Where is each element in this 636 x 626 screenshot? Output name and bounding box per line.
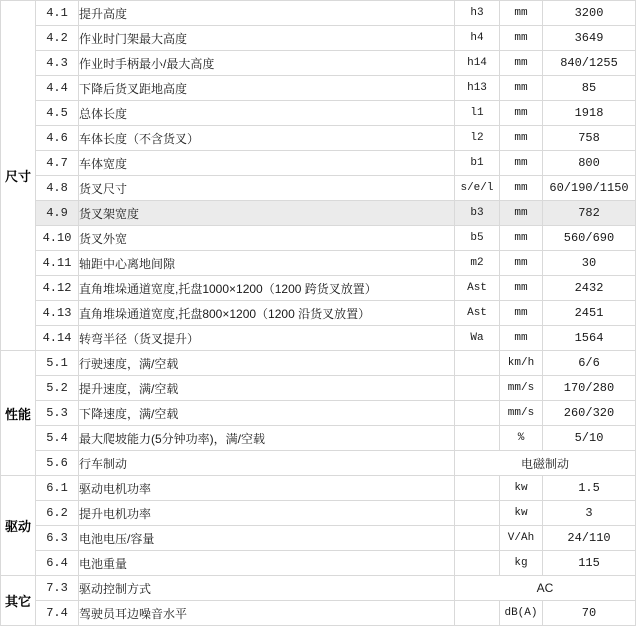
group-label: 尺寸	[1, 1, 36, 351]
group-label: 其它	[1, 576, 36, 626]
row-unit: V/Ah	[500, 526, 543, 551]
row-number: 4.11	[36, 251, 79, 276]
row-unit: mm	[500, 151, 543, 176]
row-unit: mm	[500, 226, 543, 251]
row-number: 6.3	[36, 526, 79, 551]
row-symbol	[455, 601, 500, 626]
row-value: 1564	[543, 326, 636, 351]
row-label: 提升速度，满/空载	[79, 376, 455, 401]
table-row	[1, 251, 636, 276]
row-unit: mm/s	[500, 401, 543, 426]
table-row	[1, 326, 636, 351]
row-number: 4.5	[36, 101, 79, 126]
table-row	[1, 26, 636, 51]
table-body	[1, 1, 636, 626]
row-unit: mm	[500, 1, 543, 26]
row-value: 758	[543, 126, 636, 151]
row-label: 下降速度，满/空载	[79, 401, 455, 426]
row-label: 电池重量	[79, 551, 455, 576]
row-symbol: Ast	[455, 276, 500, 301]
row-unit: mm	[500, 251, 543, 276]
table-row	[1, 126, 636, 151]
row-label: 货叉尺寸	[79, 176, 455, 201]
row-unit: kw	[500, 476, 543, 501]
table-row	[1, 151, 636, 176]
row-value: 115	[543, 551, 636, 576]
row-number: 4.13	[36, 301, 79, 326]
row-label: 驾驶员耳边噪音水平	[79, 601, 455, 626]
table-row	[1, 426, 636, 451]
row-unit: mm	[500, 176, 543, 201]
table-row	[1, 351, 636, 376]
row-label: 总体长度	[79, 101, 455, 126]
row-value: 1.5	[543, 476, 636, 501]
row-label: 货叉架宽度	[79, 201, 455, 226]
row-symbol: h4	[455, 26, 500, 51]
table-row	[1, 476, 636, 501]
table-row	[1, 576, 636, 601]
row-symbol: s/e/l	[455, 176, 500, 201]
row-unit: km/h	[500, 351, 543, 376]
row-label: 电池电压/容量	[79, 526, 455, 551]
row-label: 车体宽度	[79, 151, 455, 176]
group-label: 性能	[1, 351, 36, 476]
row-symbol	[455, 426, 500, 451]
row-label: 直角堆垛通道宽度,托盘1000×1200（1200 跨货叉放置）	[79, 276, 455, 301]
row-symbol	[455, 526, 500, 551]
row-number: 4.2	[36, 26, 79, 51]
row-symbol: b1	[455, 151, 500, 176]
row-symbol: b5	[455, 226, 500, 251]
row-value: 60/190/1150	[543, 176, 636, 201]
row-label: 行车制动	[79, 451, 455, 476]
row-unit: mm	[500, 326, 543, 351]
table-row	[1, 176, 636, 201]
row-number: 4.12	[36, 276, 79, 301]
row-unit: dB(A)	[500, 601, 543, 626]
row-symbol: l2	[455, 126, 500, 151]
row-number: 5.4	[36, 426, 79, 451]
table-row	[1, 551, 636, 576]
row-number: 4.8	[36, 176, 79, 201]
row-label: 最大爬坡能力(5分钟功率)，满/空载	[79, 426, 455, 451]
table-row	[1, 401, 636, 426]
row-symbol: Ast	[455, 301, 500, 326]
table-row	[1, 601, 636, 626]
table-row	[1, 276, 636, 301]
row-unit: mm	[500, 76, 543, 101]
row-number: 4.10	[36, 226, 79, 251]
row-label: 提升电机功率	[79, 501, 455, 526]
row-number: 6.2	[36, 501, 79, 526]
row-number: 6.1	[36, 476, 79, 501]
row-label: 车体长度（不含货叉）	[79, 126, 455, 151]
table-row	[1, 226, 636, 251]
row-symbol: h13	[455, 76, 500, 101]
row-symbol	[455, 376, 500, 401]
row-unit: kw	[500, 501, 543, 526]
table-row	[1, 76, 636, 101]
row-number: 4.1	[36, 1, 79, 26]
row-label: 作业时门架最大高度	[79, 26, 455, 51]
row-number: 5.1	[36, 351, 79, 376]
table-row	[1, 451, 636, 476]
row-unit: %	[500, 426, 543, 451]
row-unit: mm	[500, 26, 543, 51]
row-value: 85	[543, 76, 636, 101]
row-number: 4.7	[36, 151, 79, 176]
row-value: 1918	[543, 101, 636, 126]
row-value: 6/6	[543, 351, 636, 376]
row-symbol	[455, 501, 500, 526]
row-number: 4.4	[36, 76, 79, 101]
row-value: 24/110	[543, 526, 636, 551]
row-number: 4.6	[36, 126, 79, 151]
row-symbol	[455, 351, 500, 376]
row-label: 轴距中心离地间隙	[79, 251, 455, 276]
row-symbol: l1	[455, 101, 500, 126]
row-label: 下降后货叉距地高度	[79, 76, 455, 101]
row-value: 840/1255	[543, 51, 636, 76]
row-number: 4.14	[36, 326, 79, 351]
row-label: 提升高度	[79, 1, 455, 26]
row-value: 560/690	[543, 226, 636, 251]
row-value: 5/10	[543, 426, 636, 451]
row-number: 5.2	[36, 376, 79, 401]
row-number: 4.3	[36, 51, 79, 76]
row-number: 7.3	[36, 576, 79, 601]
row-unit: mm	[500, 201, 543, 226]
table-row	[1, 526, 636, 551]
table-row	[1, 51, 636, 76]
row-value: 170/280	[543, 376, 636, 401]
table-row	[1, 1, 636, 26]
row-value: 800	[543, 151, 636, 176]
row-label: 直角堆垛通道宽度,托盘800×1200（1200 沿货叉放置）	[79, 301, 455, 326]
row-label: 驱动控制方式	[79, 576, 455, 601]
row-value: 2451	[543, 301, 636, 326]
row-unit: mm	[500, 276, 543, 301]
row-unit: kg	[500, 551, 543, 576]
row-unit: mm	[500, 51, 543, 76]
row-symbol: h14	[455, 51, 500, 76]
table-row	[1, 376, 636, 401]
row-value: 2432	[543, 276, 636, 301]
row-symbol: m2	[455, 251, 500, 276]
row-value: 260/320	[543, 401, 636, 426]
row-symbol	[455, 476, 500, 501]
group-label: 驱动	[1, 476, 36, 576]
table-row	[1, 101, 636, 126]
row-value: 30	[543, 251, 636, 276]
row-number: 5.3	[36, 401, 79, 426]
row-symbol	[455, 401, 500, 426]
row-unit: mm	[500, 126, 543, 151]
row-label: 转弯半径（货叉提升）	[79, 326, 455, 351]
row-value: 电磁制动	[455, 451, 636, 476]
row-value: 3200	[543, 1, 636, 26]
row-value: 782	[543, 201, 636, 226]
row-symbol: b3	[455, 201, 500, 226]
row-label: 行驶速度，满/空载	[79, 351, 455, 376]
row-unit: mm	[500, 301, 543, 326]
row-unit: mm/s	[500, 376, 543, 401]
row-value: 70	[543, 601, 636, 626]
row-number: 6.4	[36, 551, 79, 576]
table-row	[1, 201, 636, 226]
row-label: 作业时手柄最小/最大高度	[79, 51, 455, 76]
row-unit: mm	[500, 101, 543, 126]
row-number: 5.6	[36, 451, 79, 476]
row-value: 3649	[543, 26, 636, 51]
row-number: 4.9	[36, 201, 79, 226]
table-row	[1, 301, 636, 326]
row-label: 驱动电机功率	[79, 476, 455, 501]
row-value: AC	[455, 576, 636, 601]
row-symbol: Wa	[455, 326, 500, 351]
row-label: 货叉外宽	[79, 226, 455, 251]
row-number: 7.4	[36, 601, 79, 626]
table-row	[1, 501, 636, 526]
row-symbol: h3	[455, 1, 500, 26]
row-symbol	[455, 551, 500, 576]
row-value: 3	[543, 501, 636, 526]
